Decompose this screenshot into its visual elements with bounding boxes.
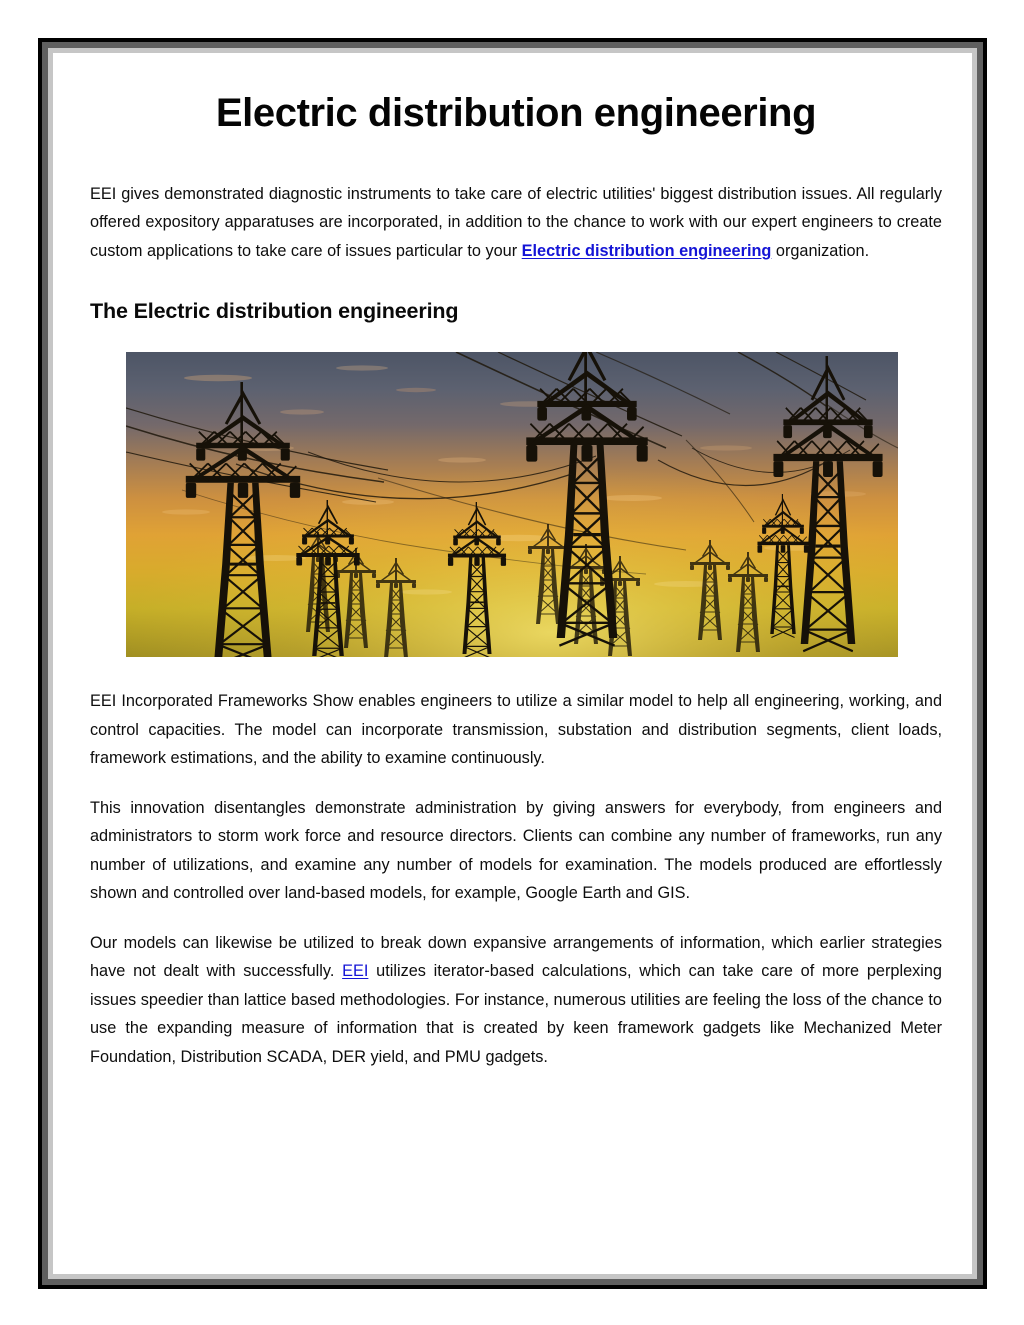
body-3-text-before-link: Our models can likewise be utilized to break down expansive arrangements of information, which earlier strategies have not dealt with successfully.	[90, 933, 942, 981]
document-content	[90, 91, 942, 1071]
intro-paragraph	[90, 180, 942, 266]
pylon-illustration	[126, 352, 898, 657]
page-frame-middle-border	[42, 42, 983, 1285]
intro-text-before-link: EEI gives demonstrated diagnostic instruments to take care of electric utilities' biggest distribution issues. All regularly offered expository apparatuses are incorporated, in addition to the chance to work with our expert engineers to create custom applications to take care of issues particular to your	[90, 184, 942, 260]
transmission-towers-photo	[126, 352, 898, 657]
document-page	[38, 38, 987, 1289]
page-frame-inner-border	[48, 48, 977, 1279]
body-paragraph-1: EEI Incorporated Frameworks Show enables engineers to utilize a similar model to help all engineering, working, and control capacities. The model can incorporate transmission, substation and distribution segments, client loads, framework estimations, and the ability to examine continuously.	[90, 692, 942, 768]
body-3-text-after-link: utilizes iterator-based calculations, which can take care of more perplexing issues speedier than lattice based methodologies. For instance, numerous utilities are feeling the loss of the chance to use the expanding measure of information that is created by keen framework gadgets like Mechanized Meter Foundation, Distribution SCADA, DER yield, and PMU gadgets.	[90, 962, 942, 1066]
body-paragraph-2: This innovation disentangles demonstrate administration by giving answers for everybody, from engineers and administrators to storm work force and resource directors. Clients can combine any number of frameworks, run any number of utilizations, and examine any number of models for examination. The models produced are effortlessly shown and controlled over land-based models, for example, Google Earth and GIS.	[90, 798, 942, 903]
page-title: Electric distribution engineering	[215, 91, 817, 135]
pylon-sunset-figure	[126, 352, 898, 657]
intro-text-after-link: organization.	[771, 241, 870, 260]
section-heading: The Electric distribution engineering	[90, 299, 459, 324]
body-paragraph-3	[90, 929, 942, 1072]
electric-distribution-engineering-link[interactable]: Electric distribution engineering	[521, 241, 772, 260]
eei-link[interactable]: EEI	[342, 962, 369, 981]
